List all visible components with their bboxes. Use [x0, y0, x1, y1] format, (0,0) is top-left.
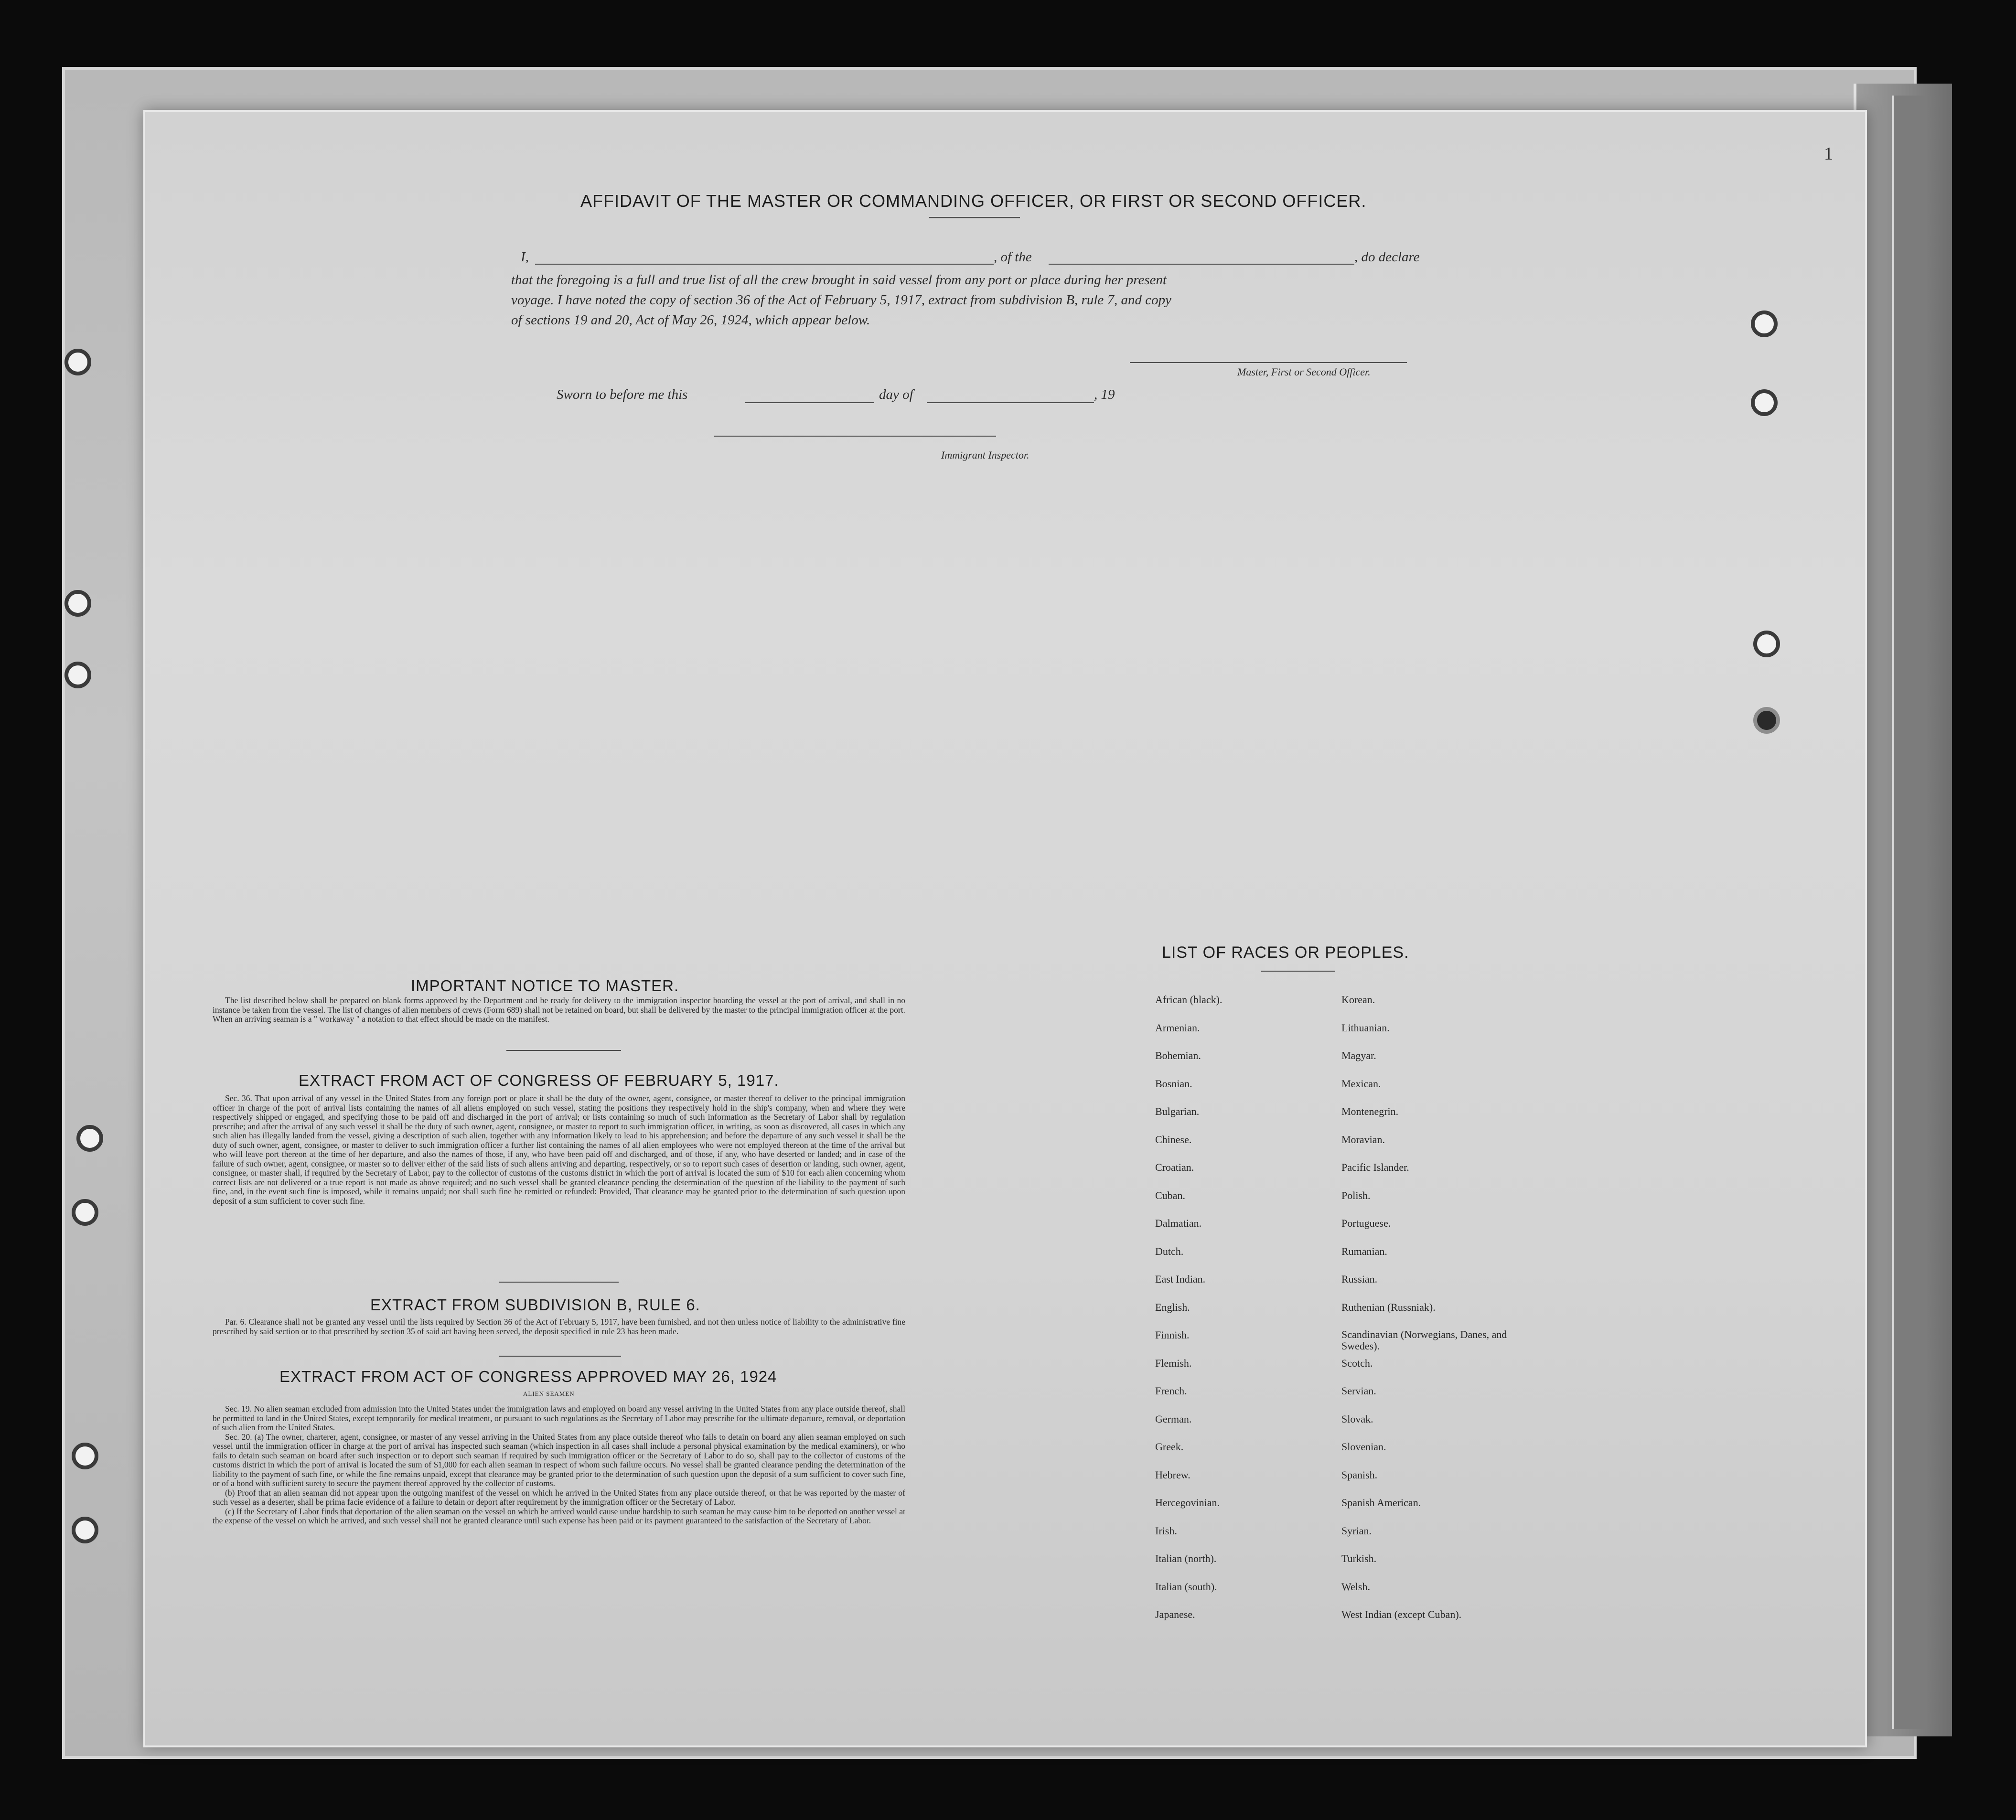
races-right-column [1341, 994, 1523, 1637]
extract-1917-body: Sec. 36. That upon arrival of any vessel in the United States from any foreign port or place it shall be the duty of the owner, agent, consignee, or master thereof to deliver to the principal immigration officer in charge of the port of arrival lists containing the names of all aliens employed on such vessel, stating the positions they respectively hold in the ship's company, when and where they were respectively shipped or engaged, and specifying those to be paid off and discharged in the port of arrival; or lists containing so much of such information as the Secretary of Labor shall by regulation prescribe; and after the arrival of any such vessel it shall be the duty of such owner, agent, consignee, or master to report to such immigration officer, in writing, as soon as discovered, all cases in which any such alien has illegally landed from the vessel, giving a description of such alien, together with any information likely to lead to his apprehension; and before the departure of any such vessel it shall be the duty of such owner, agent, consignee, or master to deliver to such immigration officer a further list containing the names of all alien employees who were not employed thereon at the time of the arrival but who will leave port thereon at the time of her departure, and also the names of those, if any, who have been paid off and discharged, and of those, if any, who have deserted or landed; and in case of the failure of such owner, agent, consignee, or master so to deliver either of the said lists of such aliens arriving and departing, respectively, or so to report such cases of desertion or landing, such owner, agent, consignee, or master shall, if required by the Secretary of Labor, pay to the collector of customs of the customs district in which the port of arrival is located the sum of $10 for each alien concerning whom correct lists are not delivered or a true report is not made as above required; and no such vessel shall be granted clearance pending the determination of the question of the liability to the payment of such fine, and, in the event such fine is imposed, while it remains unpaid; nor shall such fine be remitted or refunded: Provided, That clearance may be granted prior to the determination of such question upon deposit of a sum sufficient to cover such fine. [213, 1093, 905, 1206]
punch-hole-icon [1751, 310, 1778, 337]
of-the-text: , of the [994, 249, 1032, 265]
races-left-column [1155, 994, 1222, 1637]
extract-1917-title: EXTRACT FROM ACT OF CONGRESS OF FEBRUARY 5, 1917. [299, 1071, 779, 1089]
race-item: Irish. [1155, 1524, 1177, 1537]
race-item: Moravian. [1341, 1133, 1385, 1146]
extract-rule6-title: EXTRACT FROM SUBDIVISION B, RULE 6. [370, 1296, 700, 1314]
sworn-month-field[interactable] [927, 402, 1094, 403]
vessel-name-field[interactable] [1049, 264, 1354, 265]
sworn-year: , 19 [1094, 387, 1115, 402]
race-item: Servian. [1341, 1385, 1376, 1397]
race-item: Russian. [1341, 1273, 1378, 1285]
punch-hole-icon [1753, 707, 1780, 734]
extract-1917-rule [499, 1282, 619, 1283]
extract-1924-subtitle: ALIEN SEAMEN [523, 1390, 575, 1397]
race-item: Korean. [1341, 994, 1375, 1006]
punch-hole-icon [76, 1125, 103, 1152]
notice-body: The list described below shall be prepared on blank forms approved by the Department and be ready for delivery to the immigration inspector boarding the vessel at the port of arrival, and shall in no instance be taken from the vessel. The list of changes of alien members of crews (Form 689) shall not be retained on board, but shall be delivered by the master to the principal immigration officer at the port. When an arriving seaman is a " workaway " a notation to that effect should be made on the manifest. [213, 996, 905, 1024]
extract-1924-title: EXTRACT FROM ACT OF CONGRESS APPROVED MAY 26, 1924 [279, 1368, 777, 1385]
officer-caption: Master, First or Second Officer. [1237, 366, 1371, 378]
race-item: Spanish American. [1341, 1497, 1421, 1509]
affidavit-line-2: that the foregoing is a full and true list of all the crew brought in said vessel from any port or place during her present [511, 272, 1167, 288]
race-item: Japanese. [1155, 1608, 1195, 1620]
extract-rule6-body: Par. 6. Clearance shall not be granted any vessel until the lists required by Section 36 of the Act of February 5, 1917, have been furnished, and not then unless notice of liability to the administrative fine prescribed by said section or to that prescribed by section 35 of said act having been served, the deposit specified in rule 23 has been made. [213, 1317, 905, 1336]
race-item: Hebrew. [1155, 1468, 1190, 1481]
race-item: Croatian. [1155, 1161, 1194, 1173]
race-item: Bohemian. [1155, 1049, 1201, 1061]
race-item: Armenian. [1155, 1021, 1200, 1034]
extract-rule6-rule [499, 1356, 621, 1357]
race-item: Bulgarian. [1155, 1105, 1200, 1117]
page-number: 1 [1824, 144, 1833, 164]
race-item: Dalmatian. [1155, 1217, 1202, 1229]
officer-signature-field[interactable] [1130, 362, 1407, 363]
race-item: Bosnian. [1155, 1077, 1192, 1090]
punch-hole-icon [72, 1443, 98, 1469]
race-item: East Indian. [1155, 1273, 1206, 1285]
punch-hole-icon [1753, 631, 1780, 657]
sworn-day-field[interactable] [745, 402, 874, 403]
punch-hole-icon [64, 349, 91, 375]
sec-20c-text: (c) If the Secretary of Labor finds that deportation of the alien seaman on the vessel on which he arrived would cause undue hardship to such seaman he may cause him to be deported on another vessel at the expense of the vessel on which he arrived, and such vessel shall not be granted clearance until such expense has been paid or its payment guaranteed to the satisfaction of the Secretary of Labor. [213, 1506, 905, 1525]
extract-1924-body [213, 1404, 905, 1526]
race-item: English. [1155, 1301, 1190, 1313]
race-item: Spanish. [1341, 1468, 1378, 1481]
inspector-signature-field[interactable] [714, 436, 996, 437]
race-item: Montenegrin. [1341, 1105, 1399, 1117]
race-item: Syrian. [1341, 1524, 1372, 1537]
race-item: Rumanian. [1341, 1245, 1387, 1257]
sec-20a-text: Sec. 20. (a) The owner, charterer, agent, consignee, or master of any vessel arriving in the United States from any place outside thereof who fails to detain on board any alien seaman employed on such vessel until the immigration officer in charge at the port of arrival has inspected such seaman (which inspection in all cases shall include a personal physical examination by the medical examiners), or who fails to detain such seaman on board after such inspection or to deport such seaman if required by such immigration officer or the Secretary of Labor to do so, shall pay to the collector of customs of the customs district in which the port of arrival is located the sum of $1,000 for each alien seaman in respect of whom such failure occurs. No vessel shall be granted clearance pending the determination of the liability to the payment of such fine, or while the fine remains unpaid, except that clearance may be granted prior to the determination of such question upon the deposit of a sum sufficient to cover such fine, or of a bond with sufficient surety to secure the payment thereof approved by the collector of customs. [213, 1432, 905, 1488]
punch-hole-icon [64, 590, 91, 617]
race-item: Welsh. [1341, 1580, 1370, 1593]
affidavit-title: AFFIDAVIT OF THE MASTER OR COMMANDING OFFICER, OR FIRST OR SECOND OFFICER. [580, 191, 1367, 211]
race-item: Chinese. [1155, 1133, 1192, 1146]
race-item: Scandinavian (Norwegians, Danes, and Swedes). [1341, 1328, 1507, 1352]
race-item: Slovak. [1341, 1413, 1373, 1425]
race-item: Greek. [1155, 1441, 1184, 1453]
races-title-rule [1261, 971, 1335, 972]
punch-hole-icon [72, 1517, 98, 1543]
do-declare-text: , do declare [1354, 249, 1420, 265]
affidavit-line-3: voyage. I have noted the copy of section 36 of the Act of February 5, 1917, extract from subdivision B, rule 7, and copy [511, 292, 1172, 308]
race-item: Turkish. [1341, 1552, 1377, 1564]
race-item: Slovenian. [1341, 1441, 1386, 1453]
race-item: Lithuanian. [1341, 1021, 1390, 1034]
punch-hole-icon [1751, 389, 1778, 416]
sec-20b-text: (b) Proof that an alien seaman did not appear upon the outgoing manifest of the vessel on which he arrived in the United States from any place outside thereof, or that he was reported by the master of such vessel as a deserter, shall be prima facie evidence of a failure to detain or deport after requirement by the immigration officer or the Secretary of Labor. [213, 1488, 905, 1507]
race-item: Scotch. [1341, 1357, 1373, 1369]
races-title: LIST OF RACES OR PEOPLES. [1162, 943, 1409, 962]
race-item: Finnish. [1155, 1329, 1190, 1341]
race-item: Portuguese. [1341, 1217, 1391, 1229]
race-item: Pacific Islander. [1341, 1161, 1409, 1173]
race-item: Polish. [1341, 1189, 1371, 1201]
race-item: African (black). [1155, 994, 1222, 1006]
race-item: Magyar. [1341, 1049, 1376, 1061]
race-item: Hercegovinian. [1155, 1497, 1220, 1509]
sworn-prefix: Sworn to before me this [557, 387, 688, 402]
race-item: West Indian (except Cuban). [1341, 1608, 1462, 1620]
race-item: Italian (north). [1155, 1552, 1217, 1564]
race-item: Italian (south). [1155, 1580, 1217, 1593]
affidavit-line-4: of sections 19 and 20, Act of May 26, 1924, which appear below. [511, 312, 870, 328]
punch-hole-icon [72, 1199, 98, 1226]
notice-title: IMPORTANT NOTICE TO MASTER. [411, 977, 679, 995]
race-item: Mexican. [1341, 1077, 1381, 1090]
race-item: Cuban. [1155, 1189, 1185, 1201]
underlying-sheet-edge-2 [1892, 96, 1927, 1729]
affidavit-title-rule [929, 217, 1020, 218]
race-item: French. [1155, 1385, 1187, 1397]
race-item: Ruthenian (Russniak). [1341, 1301, 1436, 1313]
sworn-day-of: day of [879, 387, 913, 402]
punch-hole-icon [64, 662, 91, 688]
race-item: Flemish. [1155, 1357, 1192, 1369]
affiant-i: I, [521, 249, 529, 265]
inspector-caption: Immigrant Inspector. [941, 449, 1029, 461]
sec-19-text: Sec. 19. No alien seaman excluded from admission into the United States under the immigration laws and employed on board any vessel arriving in the United States from any place outside thereof, shall be permitted to land in the United States, except temporarily for medical treatment, or pursuant to such regulations as the Secretary of Labor may prescribe for the ultimate departure, removal, or deportation of such alien from the United States. [213, 1404, 905, 1432]
race-item: Dutch. [1155, 1245, 1184, 1257]
race-item: German. [1155, 1413, 1192, 1425]
notice-rule [506, 1050, 621, 1051]
affiant-name-field[interactable] [535, 264, 994, 265]
